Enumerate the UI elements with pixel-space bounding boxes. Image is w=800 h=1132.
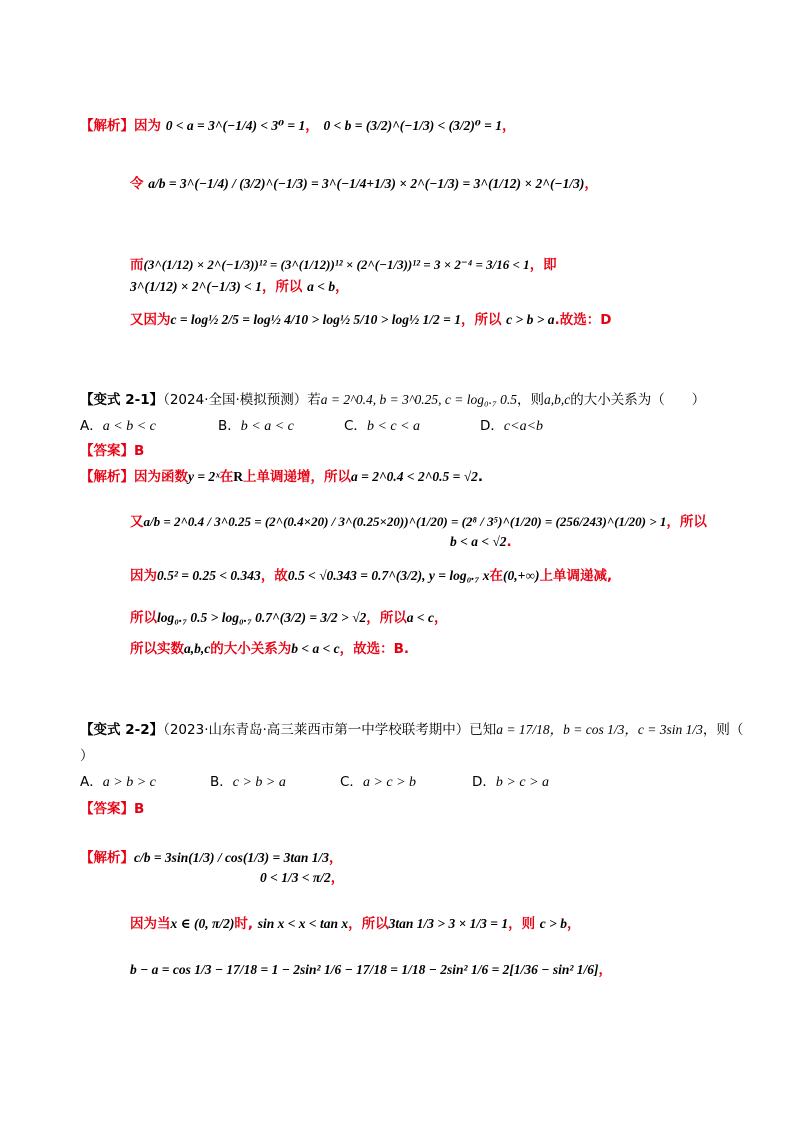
q21-s2-intro: 又: [130, 514, 144, 530]
sol1-l4-end: .故选：D: [554, 312, 612, 328]
q22-s1-math: c/b = 3sin(1/3) / cos(1/3) = 3tan 1/3: [134, 850, 330, 865]
q22-answer-tag: 【答案】: [80, 801, 134, 817]
q21-s1-mid2: 上单调递增，所以: [243, 469, 352, 485]
q21-s1-math: y = 2ˣ: [188, 469, 220, 484]
sol1-l4-math: c = log½ 2/5 = log½ 4/10 > log½ 5/10 > log½ 1/2 = 1: [170, 312, 461, 327]
q22-sol-line3: b − a = cos 1/3 − 17/18 = 1 − 2sin² 1/6 − 17/18 = 1/18 − 2sin² 1/6 = 2[1/36 − sin² 1/6]，: [130, 962, 613, 978]
q21-s2-math2: b < a < √2: [450, 534, 507, 549]
q21-answer-tag: 【答案】: [80, 443, 134, 459]
q21-s3-end: 上单调递减,: [539, 568, 613, 584]
q22-sol-tag: 【解析】: [80, 850, 134, 866]
q21-sol-line5: [130, 639, 409, 659]
q22-option-c: [340, 772, 416, 793]
q22-s2-math2: sin x < x < tan x: [257, 916, 349, 931]
q21-option-a: [80, 416, 156, 437]
q22-source: （2023·山东青岛·高三莱西市第一中学校联考期中）已知: [163, 722, 497, 738]
option-expr: c > b > a: [232, 775, 286, 790]
sol1-line3b: 3^(1/12) × 2^(−1/3) < 1，所以 a < b，: [130, 279, 349, 295]
q21-option-c: [344, 416, 420, 437]
option-expr: a > b > c: [102, 775, 156, 790]
q21-s3-math3: (0,+∞): [503, 568, 540, 583]
q22-answer-value: B: [134, 801, 145, 817]
q22-sol-line1: 【解析】c/b = 3sin(1/3) / cos(1/3) = 3tan 1/3，: [80, 850, 343, 866]
q22-cond: a = 17/18，b = cos 1/3，c = 3sin 1/3: [496, 722, 703, 737]
option-expr: b < c < a: [366, 419, 421, 434]
q22-s2-mid2: ，所以: [348, 916, 389, 932]
q22-s2-mid3: ，则: [508, 916, 536, 932]
sol1-l3-end: ，所以: [261, 279, 303, 295]
sol1-l1-math2: 0 < b = (3/2)^(−1/3) < (3/2)⁰ = 1: [323, 118, 503, 133]
sol1-l4-math2: c > b > a: [506, 312, 555, 327]
sol1-l1-math1: 0 < a = 3^(−1/4) < 3⁰ = 1: [165, 118, 306, 133]
q21-ask-pre: ，则: [517, 392, 545, 408]
q21-s2-end: .: [506, 534, 512, 550]
sol1-l2-math: a/b = 3^(−1/4) / (3/2)^(−1/3) = 3^(−1/4+1/3) × 2^(−1/3) = 3^(1/12) × 2^(−1/3): [148, 176, 585, 191]
q21-cond: a = 2^0.4, b = 3^0.25, c = log₀.₇ 0.5: [320, 392, 518, 407]
q22-s2-intro: 因为当: [130, 916, 171, 932]
sol1-l4-intro: 又因为: [130, 312, 171, 328]
sol1-l3-mid: ，即: [529, 257, 557, 273]
q21-tag: 【变式 2-1】: [80, 392, 164, 408]
sol1-l3-math: (3^(1/12) × 2^(−1/3))¹² = (3^(1/12))¹² × (2^(−1/3))¹² = 3 × 2⁻⁴ = 3/16 < 1: [143, 257, 530, 272]
q21-vars: a,b,c: [544, 392, 571, 407]
sol1-line4: [130, 310, 611, 330]
q21-s5-mid: 的大小关系为: [210, 641, 292, 657]
q21-s3-math2: 0.5 < √0.343 = 0.7^(3/2), y = log₀.₇ x: [287, 568, 490, 583]
option-label: B．: [210, 774, 233, 790]
q22-stem-close: [80, 746, 94, 766]
sol1-l1-intro: 因为: [134, 118, 161, 134]
q21-answer: [80, 441, 144, 461]
q21-sol-line2b: [450, 532, 512, 552]
q22-option-b: [210, 772, 286, 793]
q21-s4-mid: ，所以: [366, 610, 407, 626]
q22-sol-line1b: 0 < 1/3 < π/2，: [260, 870, 345, 886]
option-expr: b > c > a: [495, 775, 550, 790]
q21-sol-line3: [130, 566, 612, 586]
option-expr: a > c > b: [362, 775, 417, 790]
q21-option-d: [480, 416, 543, 437]
q21-sol-line4: [130, 608, 447, 628]
option-label: A．: [80, 774, 103, 790]
q21-answer-value: B: [134, 443, 145, 459]
q21-s1-end: .: [477, 469, 484, 485]
q21-s4-math: log₀.₇ 0.5 > log₀.₇ 0.7^(3/2) = 3/2 > √2: [157, 610, 367, 625]
q21-s1-R: R: [233, 469, 244, 484]
q22-answer: [80, 799, 144, 819]
q22-s2-math: x ∈ (0, π/2): [170, 916, 235, 931]
q22-tag: 【变式 2-2】: [80, 722, 164, 738]
q21-s2-mid: ，所以: [666, 514, 707, 530]
q21-s4-intro: 所以: [130, 610, 157, 626]
q21-s3-intro: 因为: [130, 568, 157, 584]
option-label: C．: [344, 418, 367, 434]
q21-sol-tag: 【解析】: [80, 469, 134, 485]
option-label: A．: [80, 418, 103, 434]
option-expr: c<a<b: [503, 419, 544, 434]
option-expr: a < b < c: [102, 419, 156, 434]
option-expr: b < a < c: [240, 419, 294, 434]
option-label: B．: [218, 418, 241, 434]
q21-s3-math: 0.5² = 0.25 < 0.343: [157, 568, 261, 583]
option-label: C．: [340, 774, 363, 790]
q21-sol-line1: [80, 467, 483, 487]
q22-ask2: ）: [80, 748, 94, 764]
q21-s5-math: a,b,c: [184, 641, 211, 656]
q22-stem: [80, 720, 743, 740]
q21-source: （2024·全国·模拟预测）若: [163, 392, 321, 408]
sol1-l3-math2: 3^(1/12) × 2^(−1/3) < 1: [130, 279, 262, 294]
q21-s5-math2: b < a < c: [291, 641, 340, 656]
q21-s5-intro: 所以实数: [130, 641, 184, 657]
q21-stem: [80, 390, 705, 410]
option-label: D．: [480, 418, 504, 434]
q21-s1-intro: 因为函数: [134, 469, 188, 485]
sol1-l2-intro: 令: [130, 176, 144, 192]
q21-s4-math2: a < c: [406, 610, 434, 625]
q22-s2-mid: 时,: [234, 916, 253, 932]
q21-option-b: [218, 416, 294, 437]
q22-option-a: [80, 772, 156, 793]
q22-option-d: [472, 772, 549, 793]
option-label: D．: [472, 774, 496, 790]
q21-s4-end: ，: [433, 610, 448, 626]
q22-ask: ，则（: [702, 722, 744, 738]
q21-sol-line2: [130, 512, 707, 532]
q21-s1-mid: 在: [219, 469, 234, 485]
sol1-line1: 【解析】因为 0 < a = 3^(−1/4) < 3⁰ = 1， 0 < b = (3/2)^(−1/3) < (3/2)⁰ = 1，: [80, 118, 516, 134]
q22-s3-math: b − a = cos 1/3 − 17/18 = 1 − 2sin² 1/6 − 17/18 = 1/18 − 2sin² 1/6 = 2[1/36 − sin² 1/6]: [130, 962, 599, 977]
q21-ask-post: 的大小关系为（ ）: [570, 392, 706, 408]
q22-sol-line2: 因为当x ∈ (0, π/2)时, sin x < x < tan x，所以3tan 1/3 > 3 × 1/3 = 1，则 c > b，: [130, 916, 581, 932]
q22-s2-math3: 3tan 1/3 > 3 × 1/3 = 1: [388, 916, 509, 931]
sol1-l4-mid: ，所以: [460, 312, 502, 328]
q22-s2-math4: c > b: [539, 916, 567, 931]
sol1-tag: 【解析】: [80, 118, 134, 134]
q22-s1-math2: 0 < 1/3 < π/2: [260, 870, 331, 885]
sol1-line3: [130, 255, 557, 275]
q21-s2-math: a/b = 2^0.4 / 3^0.25 = (2^(0.4×20) / 3^(0.25×20))^(1/20) = (2⁸ / 3⁵)^(1/20) = (256/243)^(1/20) > 1: [143, 514, 667, 529]
q21-s1-math2: a = 2^0.4 < 2^0.5 = √2: [351, 469, 478, 484]
q21-s5-end: ，故选：B.: [339, 641, 410, 657]
sol1-l3-math3: a < b: [307, 279, 336, 294]
sol1-line2: 令 a/b = 3^(−1/4) / (3/2)^(−1/3) = 3^(−1/4+1/3) × 2^(−1/3) = 3^(1/12) × 2^(−1/3)，: [130, 176, 598, 192]
q21-s3-mid: ，故: [260, 568, 288, 584]
q21-s3-mid2: 在: [489, 568, 504, 584]
sol1-l3-intro: 而: [130, 257, 144, 273]
